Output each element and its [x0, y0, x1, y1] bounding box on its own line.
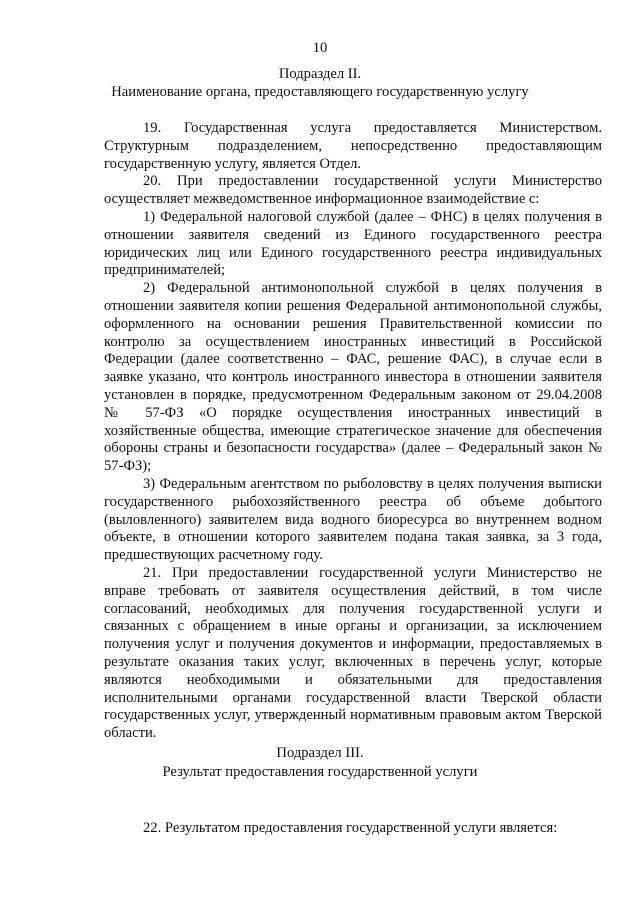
paragraph-19: 19. Государственная услуга предоставляется Министерством. Структурным подразделением, непосредственно предоставляющим государственную услугу, является Отдел.	[104, 120, 602, 172]
paragraph-20-item-3: 3) Федеральным агентством по рыболовству в целях получения выписки государственного рыбохозяйственного реестра об объеме добытого (выловленного) заявителем вида водного биоресурса во внутреннем водном объекте, в отношении которого заявителем подана такая заявка, за 3 года, предшествующих расчетному году.	[104, 475, 602, 564]
paragraph-21: 21. При предоставлении государственной услуги Министерство не вправе требовать от заявителя осуществления действий, в том числе согласований, необходимых для получения государственной услуги и связанных с обращением в иные органы и организации, за исключением получения услуг и получения документов и информации, предоставляемых в результате оказания таких услуг, включенных в перечень услуг, которые являются необходимыми и обязательными для предоставления исполнительными органами государственной власти Тверской области государственных услуг, утвержденный нормативным правовым актом Тверской области.	[104, 564, 602, 742]
paragraph-22: 22. Результатом предоставления государственной услуги является:	[143, 820, 558, 836]
section-2-title: Подраздел II.	[278, 66, 362, 82]
paragraph-20-item-2: 2) Федеральной антимонопольной службой в целях получения в отношении заявителя копии решения Федеральной антимонопольной службы, оформленного на основании решения Правительственной комиссии по контролю за осуществлением иностранных инвестиций в Российской Федерации (далее соответственно – ФАС, решение ФАС), в случае если в заявке указано, что контроль иностранного инвестора в отношении заявителя установлен в порядке, предусмотренном Федеральным законом от 29.04.2008 № 57-ФЗ «О порядке осуществления иностранных инвестиций в хозяйственные общества, имеющие стратегическое значение для обеспечения обороны страны и безопасности государства» (далее – Федеральный закон № 57-ФЗ);	[104, 280, 602, 475]
page-number: 10	[312, 40, 328, 56]
body-text	[104, 120, 602, 743]
paragraph-20-item-1: 1) Федеральной налоговой службой (далее – ФНС) в целях получения в отношении заявителя сведений из Единого государственного реестра юридических лиц или Единого государственного реестра индивидуальных предпринимателей;	[104, 208, 602, 279]
paragraph-20: 20. При предоставлении государственной услуги Министерство осуществляет межведомственное информационное взаимодействие с:	[104, 173, 602, 208]
section-3-title: Подраздел III.	[276, 745, 364, 761]
section-3-subtitle: Результат предоставления государственной услуги	[162, 764, 478, 780]
section-2-subtitle: Наименование органа, предоставляющего государственную услугу	[111, 84, 529, 100]
